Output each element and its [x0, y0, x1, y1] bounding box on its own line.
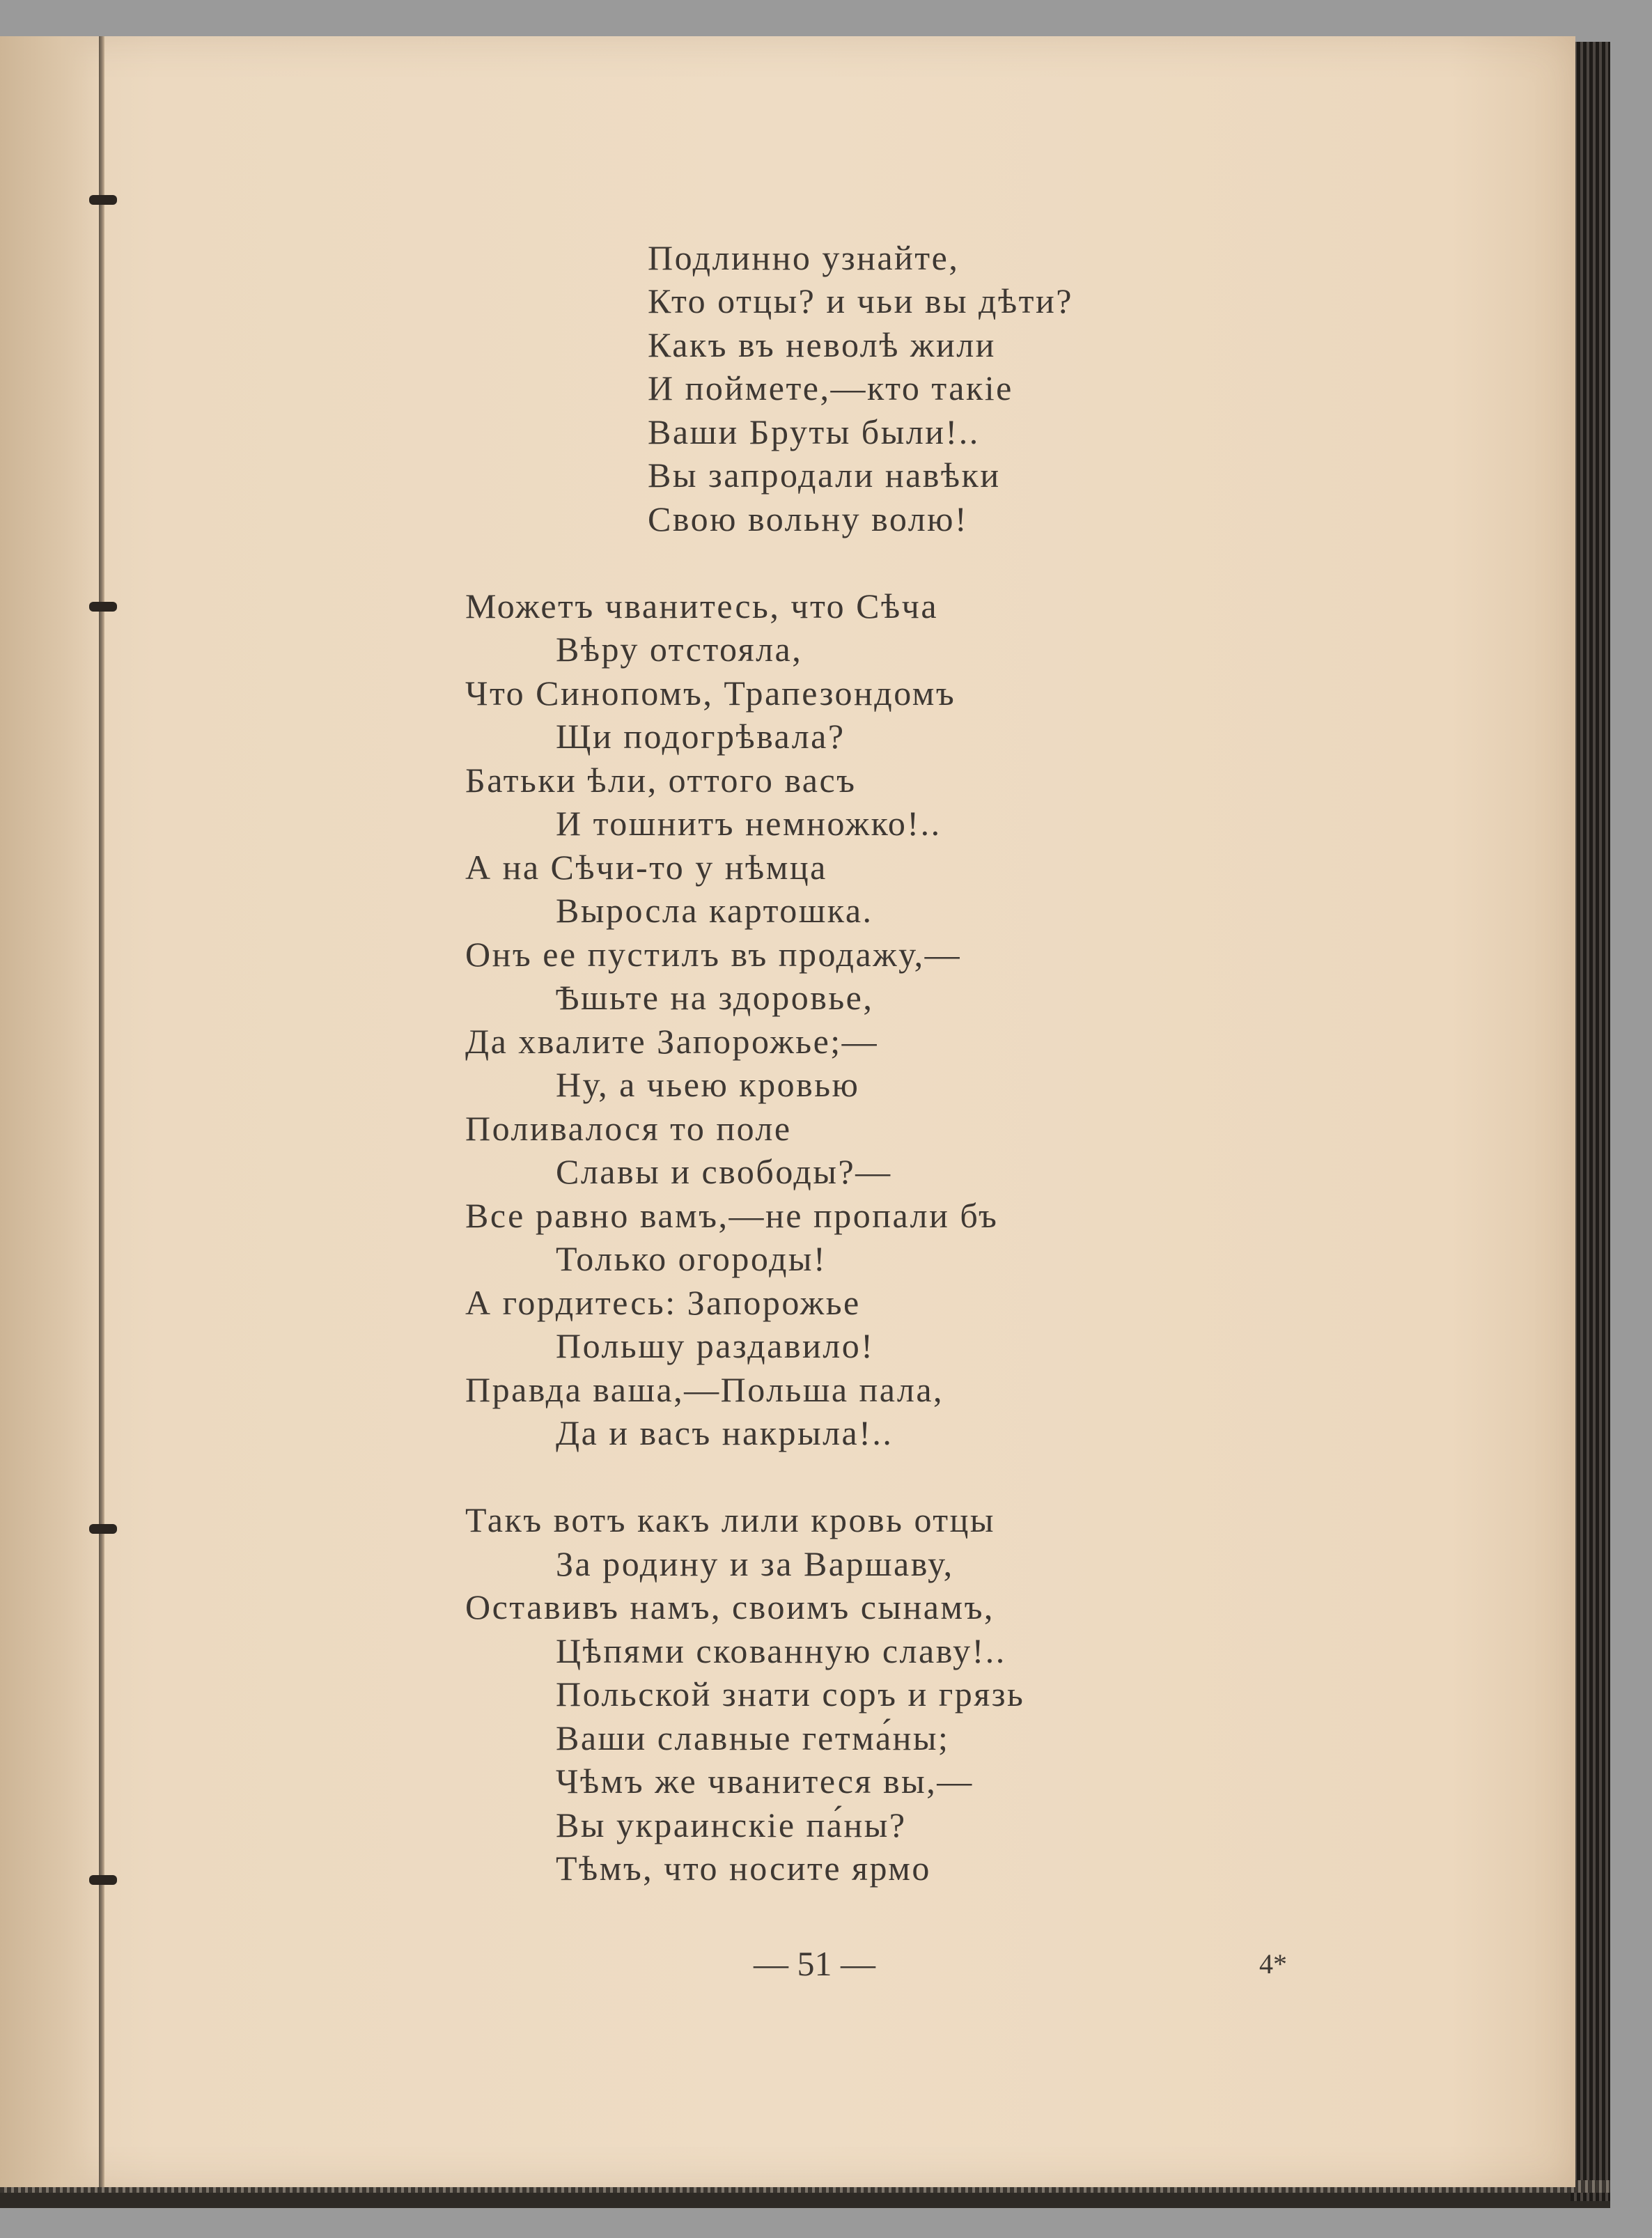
poem-line: Польской знати соръ и грязь	[556, 1674, 1025, 1714]
poem-line: Вы запродали навѣки	[648, 456, 1001, 495]
signature-mark: 4*	[1259, 1948, 1287, 1980]
page-stack-edge	[1571, 42, 1610, 2201]
poem-line: Вѣру отстояла,	[556, 630, 803, 669]
poem-line: Вы украинскіе па́ны?	[556, 1805, 907, 1844]
binding-stitch	[89, 602, 117, 612]
poem-line: А на Сѣчи-то у нѣмца	[465, 848, 827, 887]
binding-stitch	[89, 1524, 117, 1534]
poem-line: Свою вольну волю!	[648, 499, 969, 538]
poem-line: Щи подогрѣвала?	[556, 717, 846, 756]
binding-stitch	[89, 195, 117, 205]
poem-line: Оставивъ намъ, своимъ сынамъ,	[465, 1587, 995, 1626]
poem-line: И тошнитъ немножко!..	[556, 804, 942, 843]
poem-line: И поймете,—кто такіе	[648, 368, 1013, 407]
poem-line: Тѣмъ, что носите ярмо	[556, 1849, 931, 1888]
poem-line: Поливалося то поле	[465, 1109, 792, 1148]
poem-line: Чѣмъ же чванитеся вы,—	[556, 1762, 974, 1801]
poem-line: Правда ваша,—Польша пала,	[465, 1370, 944, 1409]
poem-line: Все равно вамъ,—не пропали бъ	[465, 1196, 999, 1235]
poem-line: Такъ вотъ какъ лили кровь отцы	[465, 1500, 995, 1539]
page-number: — 51 —	[754, 1944, 875, 1983]
poem-line: За родину и за Варшаву,	[556, 1544, 954, 1583]
poem-line: Какъ въ неволѣ жили	[648, 325, 996, 364]
poem-line: Онъ ее пустилъ въ продажу,—	[465, 935, 962, 974]
poem-line: Ваши Бруты были!..	[648, 412, 980, 451]
poem-line: Да и васъ накрыла!..	[556, 1413, 894, 1452]
poem-line: Цѣпями скованную славу!..	[556, 1631, 1006, 1670]
poem-line: А гордитесь: Запорожье	[465, 1283, 861, 1322]
poem-line: Можетъ чванитесь, что Сѣча	[465, 586, 939, 625]
poem-line: Кто отцы? и чьи вы дѣти?	[648, 281, 1073, 320]
poem-line: Выросла картошка.	[556, 891, 873, 930]
page-gutter-shadow	[0, 36, 104, 2187]
poem-line: Что Синопомъ, Трапезондомъ	[465, 674, 956, 713]
poem-line: Батьки ѣли, оттого васъ	[465, 761, 857, 800]
poem-line: Подлинно узнайте,	[648, 238, 960, 277]
binding-gutter	[99, 36, 104, 2187]
poem-line: Ваши славные гетма́ны;	[556, 1718, 950, 1757]
binding-stitch	[89, 1875, 117, 1885]
poem-line: Ну, а чьею кровью	[556, 1065, 860, 1104]
poem-line: Польшу раздавило!	[556, 1326, 875, 1365]
poem-line: Славы и свободы?—	[556, 1152, 892, 1191]
poem-line: Только огороды!	[556, 1239, 827, 1278]
poem-line: Да хвалите Запорожье;—	[465, 1022, 879, 1061]
poem-line: Ѣшьте на здоровье,	[556, 978, 874, 1017]
